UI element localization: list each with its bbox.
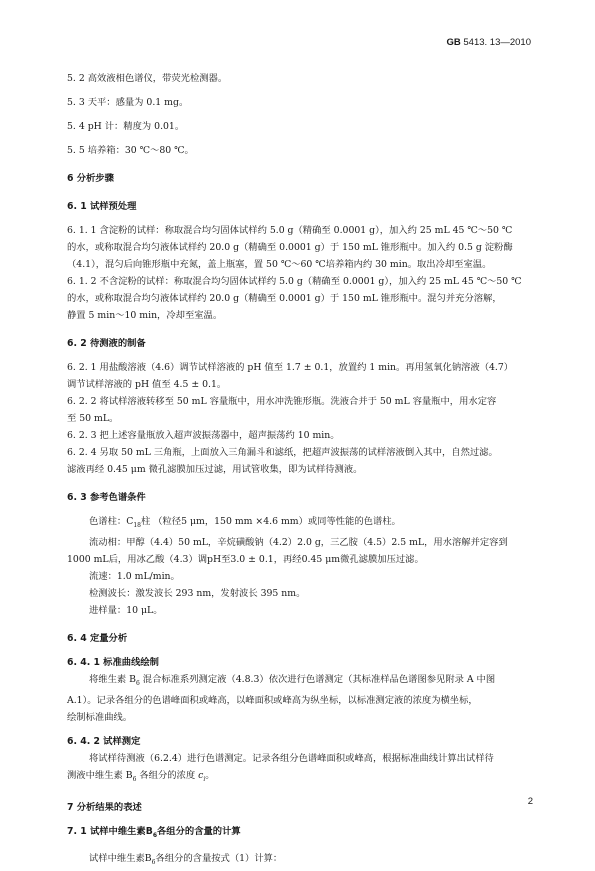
text-run: 将维生素 B xyxy=(89,673,136,685)
para-line: 绘制标准曲线。 xyxy=(67,711,133,723)
text-run: 色谱柱：C xyxy=(89,516,134,527)
section-6-3-heading: 6. 3 参考色谱条件 xyxy=(67,492,146,503)
subscript: i xyxy=(203,775,206,783)
wavelength-spec: 检测波长：激发波长 293 nm，发射波长 395 nm。 xyxy=(89,587,306,599)
para-line: 1000 mL后，用冰乙酸（4.3）调pH至3.0 ± 0.1，再经0.45 μm微孔滤膜加压过滤。 xyxy=(67,553,424,565)
variable: c xyxy=(198,769,204,781)
para-line: 的水，或称取混合均匀液体试样约 20.0 g（精确至 0.0001 g）于 150 mL 锥形瓶中。加入约 0.5 g 淀粉酶 xyxy=(67,242,513,253)
para-6-2-3: 6. 2. 3 把上述容量瓶放入超声波振荡器中，超声振荡约 10 min。 xyxy=(67,430,340,441)
section-7-heading: 7 分析结果的表述 xyxy=(67,801,142,813)
para-line xyxy=(67,671,535,692)
item-5-2: 5. 2 高效液相色谱仪，带荧光检测器。 xyxy=(67,73,228,84)
standard-header xyxy=(446,37,531,48)
text-run: 各组分的含量按式（1）计算： xyxy=(155,853,283,865)
flow-rate-spec: 流速：1.0 mL/min。 xyxy=(89,570,180,582)
text-run: 7. 1 试样中维生素B xyxy=(67,825,153,837)
para-6-2-2 xyxy=(67,393,535,427)
text-run: 各组分的浓度 xyxy=(136,769,199,781)
para-6-2-4 xyxy=(67,444,535,478)
para-line: 6. 1. 2 不含淀粉的试样：称取混合均匀固体试样约 5.0 g（精确至 0.0001 g），加入约 25 mL 45 ℃～50 ℃ xyxy=(67,276,522,287)
para-6-2-1 xyxy=(67,359,535,393)
para-line xyxy=(67,767,535,788)
section-6-1-heading: 6. 1 试样预处理 xyxy=(67,201,137,212)
para-line: 滤液再经 0.45 μm 微孔滤膜加压过滤，用试管收集，即为试样待测液。 xyxy=(67,464,363,475)
subscript: 6 xyxy=(132,775,137,783)
para-line: A.1）。记录各组分的色谱峰面积或峰高，以峰面积或峰高为纵坐标，以标准测定液的浓度为横坐标， xyxy=(67,694,478,706)
text-run: 各组分的含量的计算 xyxy=(157,825,241,837)
para-line: 6. 2. 4 另取 50 mL 三角瓶，上面放入三角漏斗和滤纸，把超声波振荡的试样溶液倒入其中，自然过滤。 xyxy=(67,447,498,458)
para-6-1-1 xyxy=(67,222,535,273)
formula-intro xyxy=(67,850,535,871)
para-line: 至 50 mL。 xyxy=(67,413,119,424)
para-line: （4.1），混匀后向锥形瓶中充氮，盖上瓶塞，置 50 ℃～60 ℃培养箱内约 30 min。取出冷却至室温。 xyxy=(67,259,492,270)
para-line: 静置 5 min～10 min，冷却至室温。 xyxy=(67,310,223,321)
subscript: 6 xyxy=(152,831,157,839)
section-6-4-2-heading: 6. 4. 2 试样测定 xyxy=(67,735,141,747)
para-6-1-2 xyxy=(67,273,535,324)
text-run: 柱 （粒径5 μm，150 mm ×4.6 mm）或同等性能的色谱柱。 xyxy=(140,516,401,527)
para-line: 6. 1. 1 含淀粉的试样：称取混合均匀固体试样约 5.0 g（精确至 0.0001 g），加入约 25 mL 45 ℃～50 ℃ xyxy=(67,225,513,236)
subscript: 18 xyxy=(133,521,141,529)
item-5-3: 5. 3 天平：感量为 0.1 mg。 xyxy=(67,97,189,108)
subscript: 6 xyxy=(135,679,140,687)
para-line: 的水，或称取混合均匀液体试样约 20.0 g（精确至 0.0001 g）于 150 mL 锥形瓶中。混匀并充分溶解， xyxy=(67,293,502,304)
page-number: 2 xyxy=(527,796,533,807)
column-spec xyxy=(67,513,535,534)
injection-volume-spec: 进样量：10 μL。 xyxy=(89,604,163,616)
item-5-4: 5. 4 pH 计：精度为 0.01。 xyxy=(67,121,185,132)
para-6-4-1 xyxy=(67,671,535,726)
item-5-5: 5. 5 培养箱：30 ℃～80 ℃。 xyxy=(67,145,194,156)
section-6-heading: 6 分析步骤 xyxy=(67,173,114,184)
section-7-1-heading xyxy=(67,823,535,844)
text-run: 。 xyxy=(205,769,215,781)
subscript: 6 xyxy=(151,859,156,867)
para-line: 调节试样溶液的 pH 值至 4.5 ± 0.1。 xyxy=(67,379,227,390)
para-line: 流动相：甲醇（4.4）50 mL，辛烷磺酸钠（4.2）2.0 g，三乙胺（4.5）2.5 mL，用水溶解并定容到 xyxy=(89,536,508,548)
section-6-4-1-heading: 6. 4. 1 标准曲线绘制 xyxy=(67,656,159,668)
document-body xyxy=(67,70,535,871)
text-run: 混合标准系列测定液（4.8.3）依次进行色谱测定（其标准样品色谱图参见附录 A 中图 xyxy=(139,673,496,685)
para-line: 将试样待测液（6.2.4）进行色谱测定。记录各组分色谱峰面积或峰高，根据标准曲线计算出试样待 xyxy=(89,752,494,764)
para-6-4-2 xyxy=(67,750,535,788)
standard-prefix: GB xyxy=(446,37,461,48)
section-6-2-heading: 6. 2 待测液的制备 xyxy=(67,338,146,349)
para-line: 6. 2. 2 将试样溶液转移至 50 mL 容量瓶中，用水冲洗锥形瓶。洗液合并于 50 mL 容量瓶中，用水定容 xyxy=(67,396,497,407)
text-run: 测液中维生素 B xyxy=(67,769,133,781)
para-line: 6. 2. 1 用盐酸溶液（4.6）调节试样溶液的 pH 值至 1.7 ± 0.1，放置约 1 min。再用氢氧化钠溶液（4.7） xyxy=(67,362,514,373)
standard-number: 5413. 13—2010 xyxy=(460,37,531,48)
mobile-phase-spec xyxy=(67,534,535,568)
text-run: 试样中维生素B xyxy=(89,853,152,865)
section-6-4-heading: 6. 4 定量分析 xyxy=(67,632,128,644)
